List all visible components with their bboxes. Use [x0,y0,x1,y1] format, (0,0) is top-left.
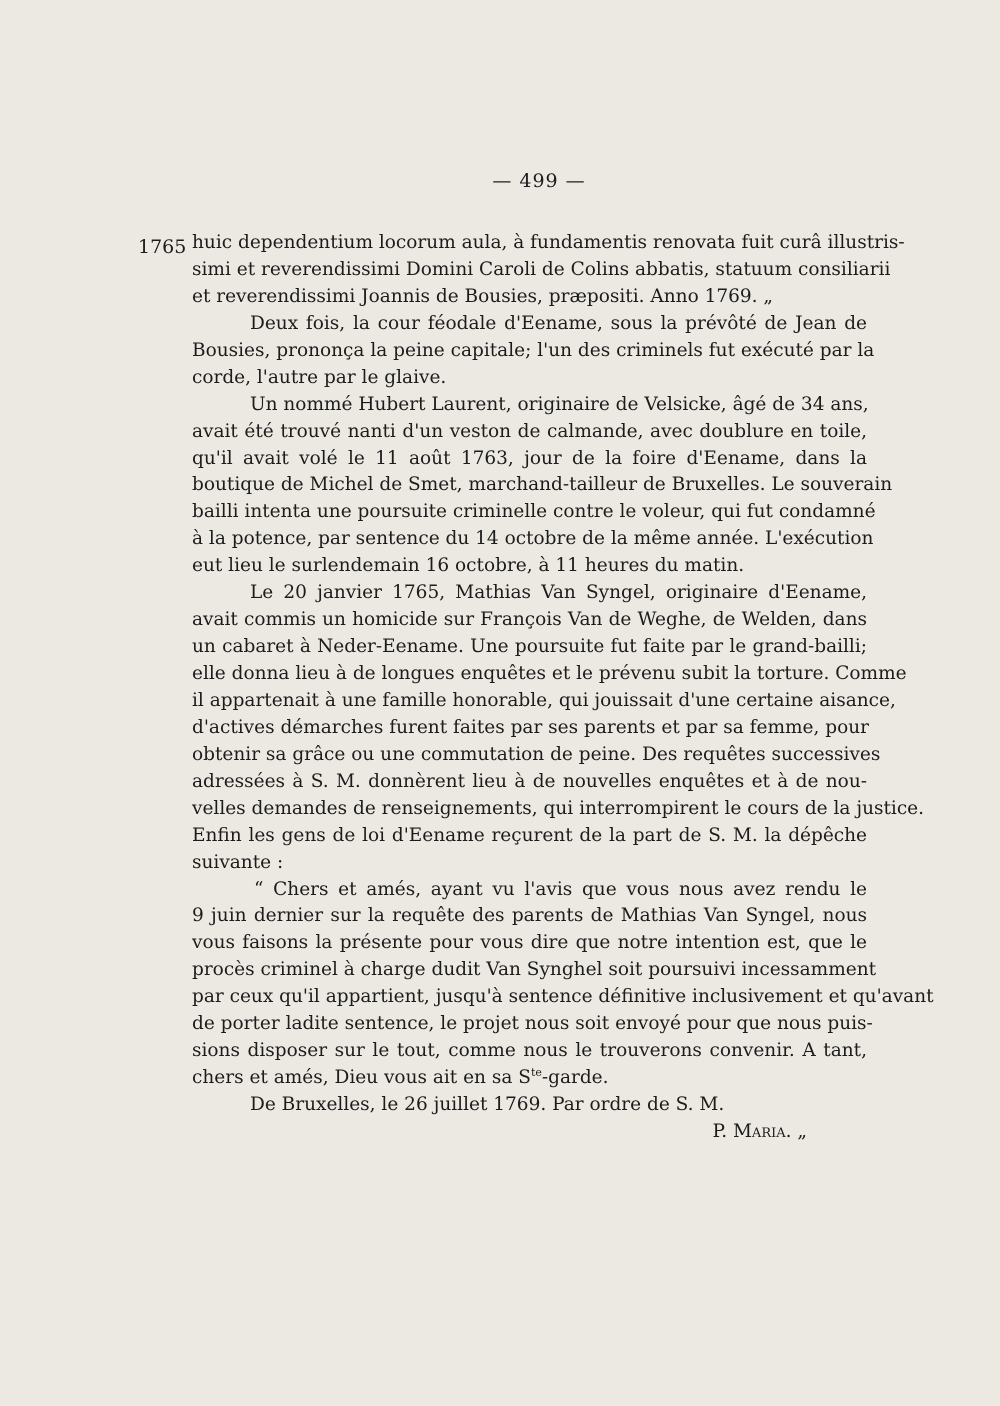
signature-initial: P. [712,1120,733,1142]
text-line: obtenir sa grâce ou une commutation de peine. Des requêtes successives [192,743,881,765]
page-number: — 499 — [492,170,586,192]
greeting-superscript: te [530,1065,542,1079]
text-line: “ Chers et amés, ayant vu l'avis que vous nous avez rendu le [254,878,867,900]
text-line: simi et reverendissimi Domini Caroli de Colins abbatis, statuum consiliarii [192,258,891,280]
text-line: Bousies, prononça la peine capitale; l'un des criminels fut exécuté par la [192,339,875,361]
greeting-end: -garde. [541,1067,609,1089]
text-line: à la potence, par sentence du 14 octobre de la même année. L'exécution [192,528,874,550]
text-line: Deux fois, la cour féodale d'Eename, sous la prévôté de Jean de [250,312,867,334]
text-lines [192,230,934,1065]
text-line: avait été trouvé nanti d'un veston de calmande, avec doublure en toile, [192,420,867,442]
signature-close: . „ [785,1120,807,1142]
text-line: corde, l'autre par le glaive. [192,366,447,388]
body-text [192,230,934,1146]
text-line-date: De Bruxelles, le 26 juillet 1769. Par ordre de S. M. [250,1094,725,1115]
text-line: sions disposer sur le tout, comme nous le trouverons convenir. A tant, [192,1040,867,1062]
text-line: boutique de Michel de Smet, marchand-tailleur de Bruxelles. Le souverain [192,474,893,496]
text-line: d'actives démarches furent faites par ses parents et par sa femme, pour [192,716,869,738]
text-line: il appartenait à une famille honorable, qui jouissait d'une certaine aisance, [192,689,896,711]
signature-line [192,1119,867,1146]
margin-year-note: 1765 [138,236,187,258]
text-line: par ceux qu'il appartient, jusqu'à sentence définitive inclusivement et qu'avant [192,986,934,1008]
text-line: 9 juin dernier sur la requête des parents de Mathias Van Syngel, nous [192,905,867,927]
text-line: elle donna lieu à de longues enquêtes et le prévenu subit la torture. Comme [192,663,907,684]
text-line-greeting [192,1065,867,1092]
text-line: Un nommé Hubert Laurent, originaire de Velsicke, âgé de 34 ans, [250,393,869,415]
text-line: procès criminel à charge dudit Van Synghel soit poursuivi incessamment [192,959,877,981]
text-line: un cabaret à Neder-Eename. Une poursuite fut faite par le grand-bailli; [192,636,867,658]
text-line: suivante : [192,851,284,873]
text-line: vous faisons la présente pour vous dire que notre intention est, que le [192,932,867,954]
text-line: Enfin les gens de loi d'Eename reçurent de la part de S. M. la dépêche [192,824,867,846]
text-line: huic dependentium locorum aula, à fundamentis renovata fuit curâ illustris- [192,232,905,253]
text-line: adressées à S. M. donnèrent lieu à de nouvelles enquêtes et à de nou- [192,770,867,792]
text-line: eut lieu le surlendemain 16 octobre, à 11 heures du matin. [192,555,745,577]
text-line: Le 20 janvier 1765, Mathias Van Syngel, originaire d'Eename, [250,582,867,604]
text-line: qu'il avait volé le 11 août 1763, jour de la foire d'Eename, dans la [192,447,867,469]
signature-name: Maria [732,1120,786,1142]
text-line: bailli intenta une poursuite criminelle contre le voleur, qui fut condamné [192,501,876,523]
greeting-text: chers et amés, Dieu vous ait en sa S [192,1067,531,1089]
text-line: et reverendissimi Joannis de Bousies, præpositi. Anno 1769. „ [192,285,774,307]
text-line: de porter ladite sentence, le projet nous soit envoyé pour que nous puis- [192,1013,873,1035]
text-line: velles demandes de renseignements, qui interrompirent le cours de la justice. [192,797,925,819]
text-line: avait commis un homicide sur François Van de Weghe, de Welden, dans [192,609,867,631]
